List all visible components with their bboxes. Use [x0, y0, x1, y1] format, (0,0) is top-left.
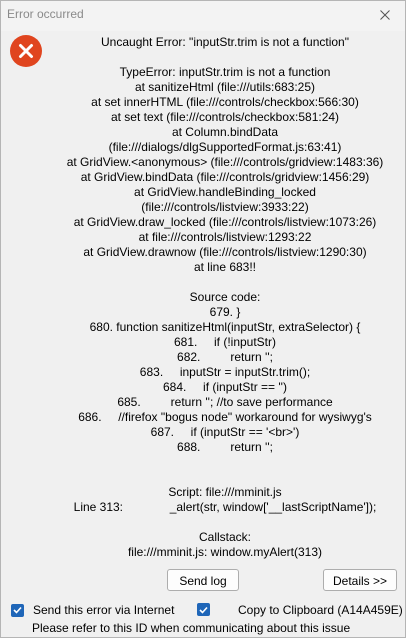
window-title: Error occurred [7, 7, 84, 21]
send-error-checkbox[interactable] [11, 604, 24, 617]
message-line: 688. return ''; [177, 440, 273, 454]
message-line: at GridView.draw_locked (file:///controls/listview:1073:26) [73, 215, 377, 229]
details-button[interactable]: Details >> [323, 569, 397, 591]
message-line: at GridView.bindData (file:///controls/gridview:1456:29) [80, 170, 370, 184]
message-line [57, 455, 393, 470]
message-line [57, 470, 393, 485]
copy-clipboard-label[interactable]: Copy to Clipboard (A14A459E) [238, 603, 403, 617]
footer-note: Please refer to this ID when communicating about this issue [32, 621, 351, 635]
message-line: 687. if (inputStr == '<br>') [150, 425, 300, 439]
checkmark-icon [199, 606, 208, 614]
message-line: 680. function sanitizeHtml(inputStr, extraSelector) { [89, 320, 361, 334]
message-line: 684. if (inputStr == '') [163, 380, 287, 394]
message-line: TypeError: inputStr.trim is not a function [119, 65, 331, 79]
error-message [57, 35, 393, 559]
message-line: (file:///controls/listview:3933:22) [141, 200, 309, 214]
message-line: at set text (file:///controls/checkbox:581:24) [110, 110, 340, 124]
error-circle-x-icon [10, 35, 42, 67]
message-line [57, 50, 393, 65]
message-line: 685. return ''; //to save performance [117, 395, 333, 409]
message-line: file:///mminit.js: window.myAlert(313) [127, 545, 323, 559]
message-line: Script: file:///mminit.js [168, 485, 282, 499]
message-line: Line 313: _alert(str, window['__lastScriptName']); [73, 500, 377, 514]
message-line [57, 275, 393, 290]
message-line: at GridView.handleBinding_locked [134, 185, 316, 199]
message-line: at line 683!! [193, 260, 257, 274]
message-line: at GridView.<anonymous> (file:///controls/gridview:1483:36) [66, 155, 384, 169]
message-line: (file:///dialogs/dlgSupportedFormat.js:63:41) [108, 140, 342, 154]
send-error-option[interactable] [11, 603, 174, 617]
message-line: at file:///controls/listview:1293:22 [138, 230, 312, 244]
message-line: Source code: [189, 290, 261, 304]
message-line: 686. //firefox "bogus node" workaround for wysiwyg's [78, 410, 372, 424]
title-bar [1, 1, 405, 31]
message-line: 681. if (!inputStr) [173, 335, 277, 349]
message-line: at sanitizeHtml (file:///utils:683:25) [134, 80, 316, 94]
message-line [57, 515, 393, 530]
message-line: 682. return ''; [177, 350, 273, 364]
close-icon [380, 10, 390, 20]
message-line: Callstack: [198, 530, 251, 544]
send-log-button[interactable]: Send log [167, 569, 239, 591]
checkmark-icon [13, 606, 22, 614]
close-button[interactable] [365, 1, 405, 29]
message-line: at GridView.drawnow (file:///controls/listview:1290:30) [83, 245, 367, 259]
message-line: Uncaught Error: "inputStr.trim is not a function" [101, 35, 349, 49]
message-line: 679. } [209, 305, 241, 319]
message-line: at set innerHTML (file:///controls/checkbox:566:30) [91, 95, 359, 109]
copy-clipboard-checkbox[interactable] [197, 603, 210, 616]
send-error-label: Send this error via Internet [33, 603, 175, 617]
message-line: at Column.bindData [171, 125, 279, 139]
message-line: 683. inputStr = inputStr.trim(); [139, 365, 311, 379]
